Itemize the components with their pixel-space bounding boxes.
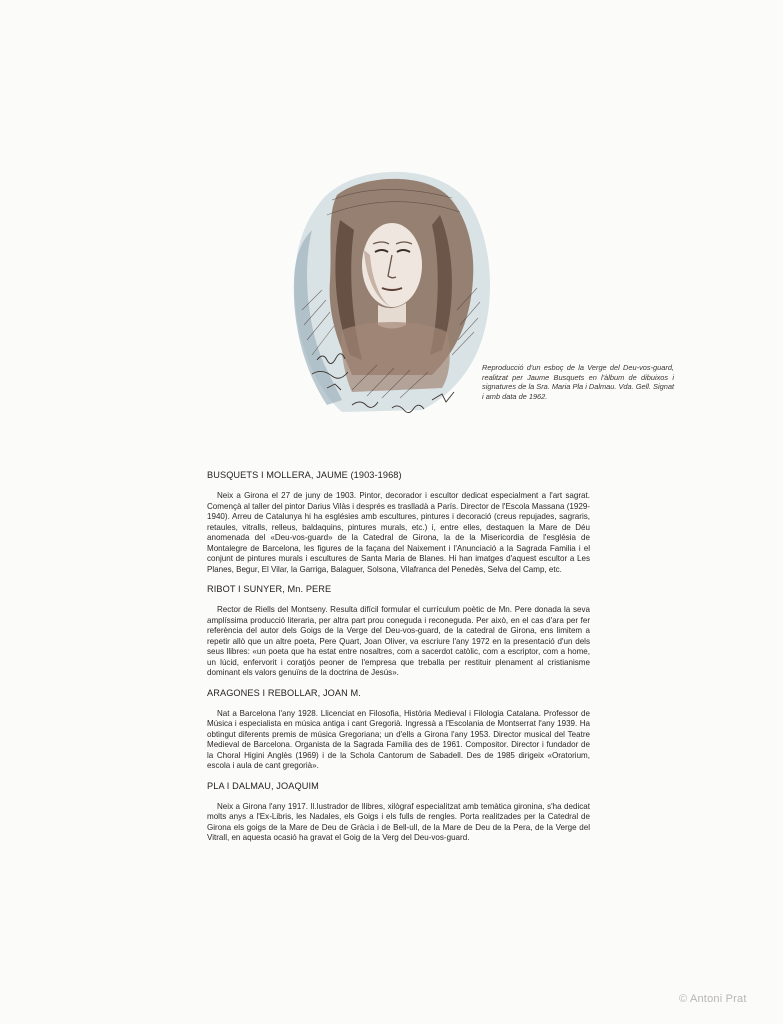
biography-text: Neix a Girona l'any 1917. Il.lustrador de llibres, xilògraf especialitzat amb temàtica gironina, s'ha dedicat molts anys a l'Ex-Libris, les Nadales, els Goigs i els fulls de rengles. Porta realitzades per la Catedral de Girona els goigs de la Mare de Deu de Gràcia i de Bell-ull, de la Mare de Deu de la Pera, de la Verge del Vitrall, en aquesta ocasió ha gravat el Goig de la Verg del Deu-vos-guard. xyxy=(207,801,590,842)
biography-heading: BUSQUETS I MOLLERA, JAUME (1903-1968) xyxy=(207,470,402,480)
biography-text: Neix a Girona el 27 de juny de 1903. Pintor, decorador i escultor dedicat especialment a l'art sagrat. Començà al taller del pintor Darius Vilàs i després es traslladà a París. Director de l'Escola Massana (1929-1940). Arreu de Catalunya hi ha esglésies amb escultures, pintures i decoració (creus repujades, sagraris, retaules, vitralls, relleus, baldaquins, pintures murals, etc.) i, entre elles, destaquen la Mare de Déu anomenada del «Deu-vos-guard» de la Catedral de Girona, la de la Misericordia de l'església de Montalegre de Barcelona, les figures de la façana del Naixement i l'Anunciació a la Sagrada Familia i el conjunt de pintures murals i escultures de Santa Maria de Blanes. Hi han imatges d'aquest escultor a Les Planes, Begur, El Vilar, la Garriga, Balaguer, Solsona, Vilafranca del Penedès, Selva del Camp, etc. xyxy=(207,491,590,574)
biography-heading: RIBOT I SUNYER, Mn. PERE xyxy=(207,584,332,594)
biography-aragones xyxy=(207,688,590,772)
drapery xyxy=(341,322,449,392)
figure-caption: Reproducció d'un esboç de la Verge del Deu-vos-guard, realitzat per Jaume Busquets en l'àlbum de dibuixos i signatures de la Sra. Maria Pla i Dalmau. Vda. Gell. Signat i amb data de 1962. xyxy=(482,363,674,401)
biography-busquets xyxy=(207,470,590,575)
biography-heading: PLA I DALMAU, JOAQUIM xyxy=(207,780,319,791)
virgin-sketch-illustration xyxy=(282,160,497,430)
biography-text: Rector de Riells del Montseny. Resulta difícil formular el currículum poètic de Mn. Pere donada la seva amplíssima producció literaria, per altra part prou coneguda i reconeguda. Per això, en el cas d'ara per fer referència del autor dels Goigs de la Verge del Deu-vos-guard, de la catedral de Girona, ens limitem a repetir allò que un altre poeta, Pere Quart, Joan Oliver, va escriure l'any 1972 en la presentació d'un dels seus llibres: «un poeta que ha estat entre nosaltres, com a sacerdot catòlic, com a escriptor, com a home, un lúcid, enfervorit i coratjós peoner de l'empresa que treballa per restituir plenament al cristianisme dominant els valors genuïns de la doctrina de Jesús». xyxy=(207,605,590,677)
biography-ribot xyxy=(207,584,590,679)
biography-pla xyxy=(207,781,590,844)
biographies-section xyxy=(207,470,590,853)
biography-heading: ARAGONES I REBOLLAR, JOAN M. xyxy=(207,687,361,698)
biography-text: Nat a Barcelona l'any 1928. Llicenciat en Filosofia, Història Medieval i Filologia Catalana. Professor de Música i especialista en música antiga i cant Gregorià. Ingressà a l'Escolania de Montserrat l'any 1939. Ha obtingut diferents premis de música Gregoriana; un d'ells a Girona l'any 1953. Director musical del Teatre Medieval de Barcelona. Organista de la Sagrada Familia des de 1961. Compositor. Director i fundador de la Choral Higini Anglès (1969) i de la Schola Cantorum de Sabadell. Des de 1985 dirigeix «Oratorium, escola i aula de cant gregorià». xyxy=(207,708,590,770)
copyright-watermark: © Antoni Prat xyxy=(679,993,747,1005)
